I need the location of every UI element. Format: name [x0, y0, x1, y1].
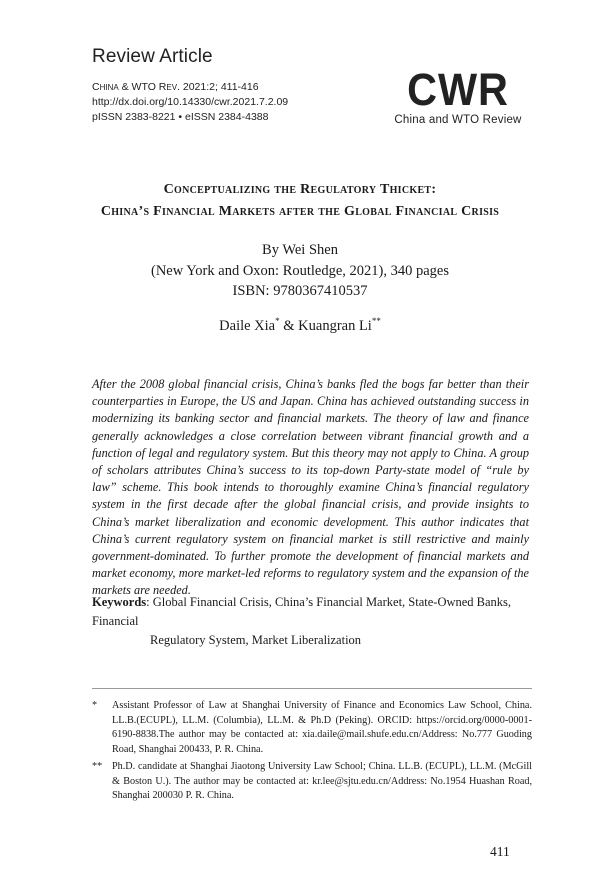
footnote-2-mark: ** — [92, 761, 103, 772]
footnote-mark-2[interactable]: ** — [371, 316, 381, 327]
logo-mark: CWR — [407, 64, 509, 115]
journal-logo — [384, 64, 532, 126]
page-number: 411 — [490, 844, 510, 859]
reviewer-1: Daile Xia — [219, 318, 276, 334]
doi-link[interactable]: http://dx.doi.org/10.14330/cwr.2021.7.2.09 — [92, 96, 289, 108]
book-author: By Wei Shen — [262, 242, 338, 258]
reviewers — [60, 318, 540, 335]
citation-middle: & WTO R — [118, 81, 167, 93]
footnote-2-text: Ph.D. candidate at Shanghai Jiaotong University Law School; China. LL.B. (ECUPL), LL.M. (McGill & Boston U.). The author may be contacted at: kr.lee@sjtu.edu.cn/Address: No.1954 Huashan Road, Shanghai 200030 P. R. China. — [112, 761, 532, 801]
abstract: After the 2008 global financial crisis, China’s banks fled the bogs far better than their counterparties in Europe, the US and Japan. China has achieved outstanding success in modernizing its banking sector and financial markets. The theory of law and finance generally acknowledges a close correlation between vibrant financial growth and a function of legal and regulatory system. But this theory may not apply to China. A group of scholars attributes China’s success to its top-down Party-state model of “rule by law” scheme. This book intends to thoroughly examine China’s financial regulatory system in the first decade after the global financial crisis, and provide insights to China’s market liberalization and economic development. This author indicates that China’s current regulatory system on financial market is still restrictive and mainly government-dominated. To further promote the development of financial markets and market economy, more market-led reforms to regulatory system and the expansion of the markets are needed. — [92, 377, 529, 598]
book-info — [60, 240, 540, 302]
article-header — [92, 46, 288, 125]
footnote-1 — [92, 699, 532, 757]
footnote-mark-1[interactable]: * — [275, 316, 280, 327]
footnote-2 — [92, 760, 532, 804]
citation-small-caps-2: EV — [166, 83, 178, 92]
article-type: Review Article — [92, 46, 213, 67]
citation-volume-pages: . 2021:2; 411-416 — [177, 81, 259, 93]
logo-subtitle: China and WTO Review — [394, 114, 522, 126]
keywords-line-1: : Global Financial Crisis, China’s Financial Market, State-Owned Banks, Financial — [92, 595, 512, 628]
footnote-divider — [92, 688, 532, 689]
title-line-2: China’s Financial Markets after the Global Financial Crisis — [100, 204, 500, 219]
citation-cap: C — [92, 81, 100, 93]
article-title — [60, 179, 540, 223]
reviewer-2: Kuangran Li — [298, 318, 372, 334]
footnote-1-mark: * — [92, 700, 98, 711]
title-line-1: Conceptualizing the Regulatory Thicket: — [163, 182, 437, 197]
keywords-label: Keywords — [92, 595, 147, 609]
keywords-line-2: Regulatory System, Market Liberalization — [150, 633, 362, 647]
citation-small-caps: HINA — [99, 83, 119, 92]
footnote-1-text: Assistant Professor of Law at Shanghai University of Finance and Economics Law School, China. LL.B.(ECUPL), LL.M. (Columbia), LL.M. & Ph.D (Peking). ORCID: https://orcid.org/0000-0001-6190-8838.The author may be contacted at: xia.daile@mail.shufe.edu.cn/Address: No.777 Guoding Road, Shanghai 200433, P. R. China. — [112, 700, 532, 755]
keywords — [92, 593, 532, 650]
book-isbn: ISBN: 9780367410537 — [232, 283, 368, 299]
issn-line: pISSN 2383-8221 • eISSN 2384-4388 — [92, 111, 269, 123]
book-publisher: (New York and Oxon: Routledge, 2021), 340 pages — [150, 262, 450, 279]
reviewer-connector: & — [279, 318, 299, 334]
journal-citation — [92, 80, 288, 95]
